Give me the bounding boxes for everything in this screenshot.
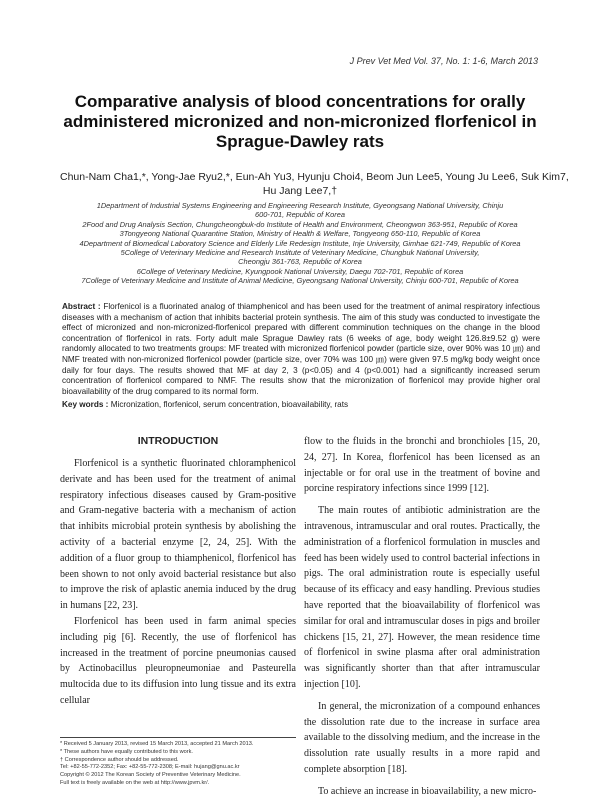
affiliation-line: 7College of Veterinary Medicine and Institute of Animal Medicine, Gyeongsang National University, Chinju 600-701, Republic of Korea <box>81 276 519 286</box>
body-paragraph: Florfenicol is a synthetic fluorinated chloramphenicol derivate and has been used for the treatment of animal respiratory infectious diseases caused by Gram-positive and Gram-negative bacteria with a mechanism of action that inhibits microbial protein synthesis by abolishing the activity of a bacterial enzyme [2, 24, 25]. With the addition of a fluor group to thiamphenicol, florfenicol has been shown to not only avoid bacterial resistance but also to improve the risk of aplastic anemia induced by the drug in humans [22, 23]. <box>60 458 296 612</box>
author-line: Hu Jang Lee7,† <box>262 185 338 197</box>
body-paragraph: The main routes of antibiotic administration are the intravenous, intramuscular and oral routes. Practically, the administration of a florfenicol formulation in muscles and feed has been widely used to control bacterial infections in pigs. The oral administration route is especially useful because of its efficacy and easy handling. Previous studies have reported that the bioavailability of florfenicol was similar for oral and intramuscular doses in pigs and broiler chickens [15, 21, 27]. However, the mean residence time of florfenicol in swine plasma after oral administration was significantly shorter than that after intramuscular injection [10]. <box>304 505 540 690</box>
affiliation-line: Cheongju 361-763, Republic of Korea <box>238 257 362 267</box>
footnote-line: Copyright © 2012 The Korean Society of Preventive Veterinary Medicine. <box>60 772 241 779</box>
body-paragraph: To achieve an increase in bioavailability, a new micro- <box>318 785 537 797</box>
body-paragraph: Florfenicol has been used in farm animal species including pig [6]. Recently, the use of florfenicol has increased in the treatment of porcine pneumonias caused by Actinobacillus pleuropneumoniae and Pasteurella multocida due to its diffusion into lung tissue and its extra cellular <box>60 615 296 706</box>
footnote-line: Tel: +82-55-772-2352; Fax: +82-55-772-2308; E-mail: hujang@gnu.ac.kr <box>60 764 240 771</box>
keywords-block <box>62 400 540 411</box>
affiliation-line: 5College of Veterinary Medicine and Research Institute of Veterinary Medicine, Chungbuk National University, <box>120 248 480 258</box>
title-line: Comparative analysis of blood concentrations for orally <box>74 92 526 111</box>
footnote-line: † Correspondence author should be addressed. <box>60 756 179 763</box>
paper-title <box>60 92 540 152</box>
affiliation-line: 600-701, Republic of Korea <box>255 210 345 220</box>
abstract-label: Abstract : <box>62 302 101 311</box>
affiliation-line: 3Tongyeong National Quarantine Station, Ministry of Health & Welfare, Tongyeong 650-110, Republic of Korea <box>119 229 481 239</box>
keywords-text: Micronization, florfenicol, serum concentration, bioavailability, rats <box>110 400 349 409</box>
title-line: Sprague-Dawley rats <box>215 132 385 151</box>
affiliation-line: 2Food and Drug Analysis Section, Chungcheongbuk-do Institute of Health and Environment, Cheongwon 363-951, Republic of Korea <box>82 219 518 229</box>
right-column <box>304 434 540 800</box>
keywords-label: Key words : <box>62 400 109 409</box>
intro-heading: INTRODUCTION <box>137 435 219 447</box>
footnotes <box>60 737 296 788</box>
abstract-block <box>62 302 540 397</box>
left-column <box>60 434 296 709</box>
body-paragraph: In general, the micronization of a compound enhances the dissolution rate due to the increase in surface area available to the dissolving medium, and the increase in the dissolution rate usually results in a more rapid and complete absorption [18]. <box>304 700 540 775</box>
abstract-text: Florfenicol is a fluorinated analog of thiamphenicol and has been used for the treatment of animal respiratory infectious diseases with a mechanism of action that inhibits bacterial protein synthesis. The aim of this study was conducted to investigate the effect of micronized and non-micronized-florfenicol prepared with different comminution techniques on the change in the blood concentration of florfenicol in rats. Forty adult male Sprague Dawley rats (6 weeks of age, body weight 126.8±9.52 g) were randomly allocated to two treatments groups: MF treated with micronized florfenicol powder (particle size, over 90% was 10 ㎛) and NMF treated with non-micronized florfenicol powder (particle size, over 70% was 100 ㎛) were given 97.5 mg/kg body weight once daily for four days. The results showed that MF at day 2, 3 (p<0.05) and 4 (p<0.001) had a significantly increased serum concentration of florfenicol compared to NMF. The results show that the micronization of florfenicol may provide higher oral bioavailability of the drug compared to its normal form. <box>62 302 541 396</box>
journal-header: J Prev Vet Med Vol. 37, No. 1: 1-6, March 2013 <box>349 56 538 66</box>
title-line: administered micronized and non-micronized florfenicol in <box>63 112 537 131</box>
affiliation-line: 4Department of Biomedical Laboratory Science and Elderly Life Redesign Institute, Inje University, Gimhae 621-749, Republic of Korea <box>79 238 521 248</box>
affiliation-list <box>56 201 544 286</box>
footnote-line: * Received 5 January 2013, revised 15 March 2013, accepted 21 March 2013. <box>60 741 254 747</box>
affiliation-line: 6College of Veterinary Medicine, Kyungpook National University, Daegu 702-701, Republic of Korea <box>136 266 464 276</box>
author-list <box>60 170 569 198</box>
affiliation-line: 1Department of Industrial Systems Engineering and Engineering Research Institute, Gyeongsang National University, Chinju <box>96 201 504 210</box>
body-paragraph: flow to the fluids in the bronchi and bronchioles [15, 20, 24, 27]. In Korea, florfenicol has been licensed as an injectable or for oral use in the treatment of bovine and porcine respiratory infections since 1999 [12]. <box>304 436 540 495</box>
footnote-line: Full text is freely available on the web at http://www.jpvm.kr/. <box>60 779 210 786</box>
footnote-line: * These authors have equally contributed to this work. <box>60 748 193 755</box>
author-line: Chun-Nam Cha1,*, Yong-Jae Ryu2,*, Eun-Ah Yu3, Hyunju Choi4, Beom Jun Lee5, Young Ju Lee6, Suk Kim7, <box>60 171 569 183</box>
